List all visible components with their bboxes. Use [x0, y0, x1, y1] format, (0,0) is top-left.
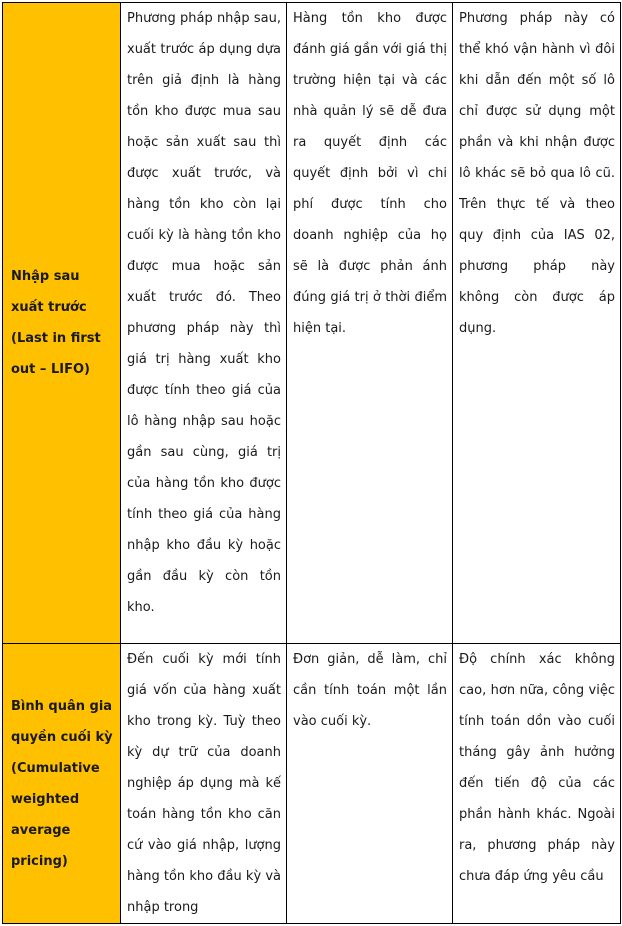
disadvantages-cell — [453, 644, 621, 924]
table-row-lifo — [3, 3, 621, 644]
advantages-cell — [287, 644, 453, 924]
advantages-text: Hàng tồn kho được đánh giá gần với giá thị trường hiện tại và các nhà quản lý sẽ dễ đưa ra quyết định các quyết định bởi vì chi phí được tính cho doanh nghiệp của họ sẽ là được phản ánh đúng giá trị ở thời điểm hiện tại. — [293, 11, 447, 336]
method-name: Bình quân gia quyền cuối kỳ (Cumulative weighted average pricing) — [11, 698, 113, 869]
method-name-cell — [3, 3, 121, 644]
description-text: Phương pháp nhập sau, xuất trước áp dụng dựa trên giả định là hàng tồn kho được mua sau hoặc sản xuất sau thì được xuất trước, và hàng tồn kho còn lại cuối kỳ là hàng tồn kho được mua hoặc sản xuất trước đó. Theo phương pháp này thì giá trị hàng xuất kho được tính theo giá của lô hàng nhập sau hoặc gần sau cùng, giá trị của hàng tồn kho được tính theo giá của hàng nhập kho đầu kỳ hoặc gần đầu kỳ còn tồn kho. — [127, 11, 281, 615]
disadvantages-cell — [453, 3, 621, 644]
description-text: Đến cuối kỳ mới tính giá vốn của hàng xuất kho trong kỳ. Tuỳ theo kỳ dự trữ của doanh nghiệp áp dụng mà kế toán hàng tồn kho căn cứ vào giá nhập, lượng hàng tồn kho đầu kỳ và nhập trong — [127, 652, 281, 915]
advantages-cell — [287, 3, 453, 644]
method-name: Nhập sau xuất trước (Last in first out – LIFO) — [11, 269, 101, 377]
description-cell — [121, 3, 287, 644]
description-cell — [121, 644, 287, 924]
disadvantages-text: Phương pháp này có thể khó vận hành vì đôi khi dẫn đến một số lô chỉ được sử dụng một phần và khi nhận được lô khác sẽ bỏ qua lô cũ. Trên thực tế và theo quy định của IAS 02, phương pháp này không còn được áp dụng. — [459, 11, 615, 336]
disadvantages-text: Độ chính xác không cao, hơn nữa, công việc tính toán dồn vào cuối tháng gây ảnh hưởng đến tiến độ của các phần hành khác. Ngoài ra, phương pháp này chưa đáp ứng yêu cầu — [459, 652, 615, 884]
method-name-cell — [3, 644, 121, 924]
inventory-methods-table — [2, 2, 621, 924]
advantages-text: Đơn giản, dễ làm, chỉ cần tính toán một lần vào cuối kỳ. — [293, 652, 447, 729]
table-row-weighted-average — [3, 644, 621, 924]
